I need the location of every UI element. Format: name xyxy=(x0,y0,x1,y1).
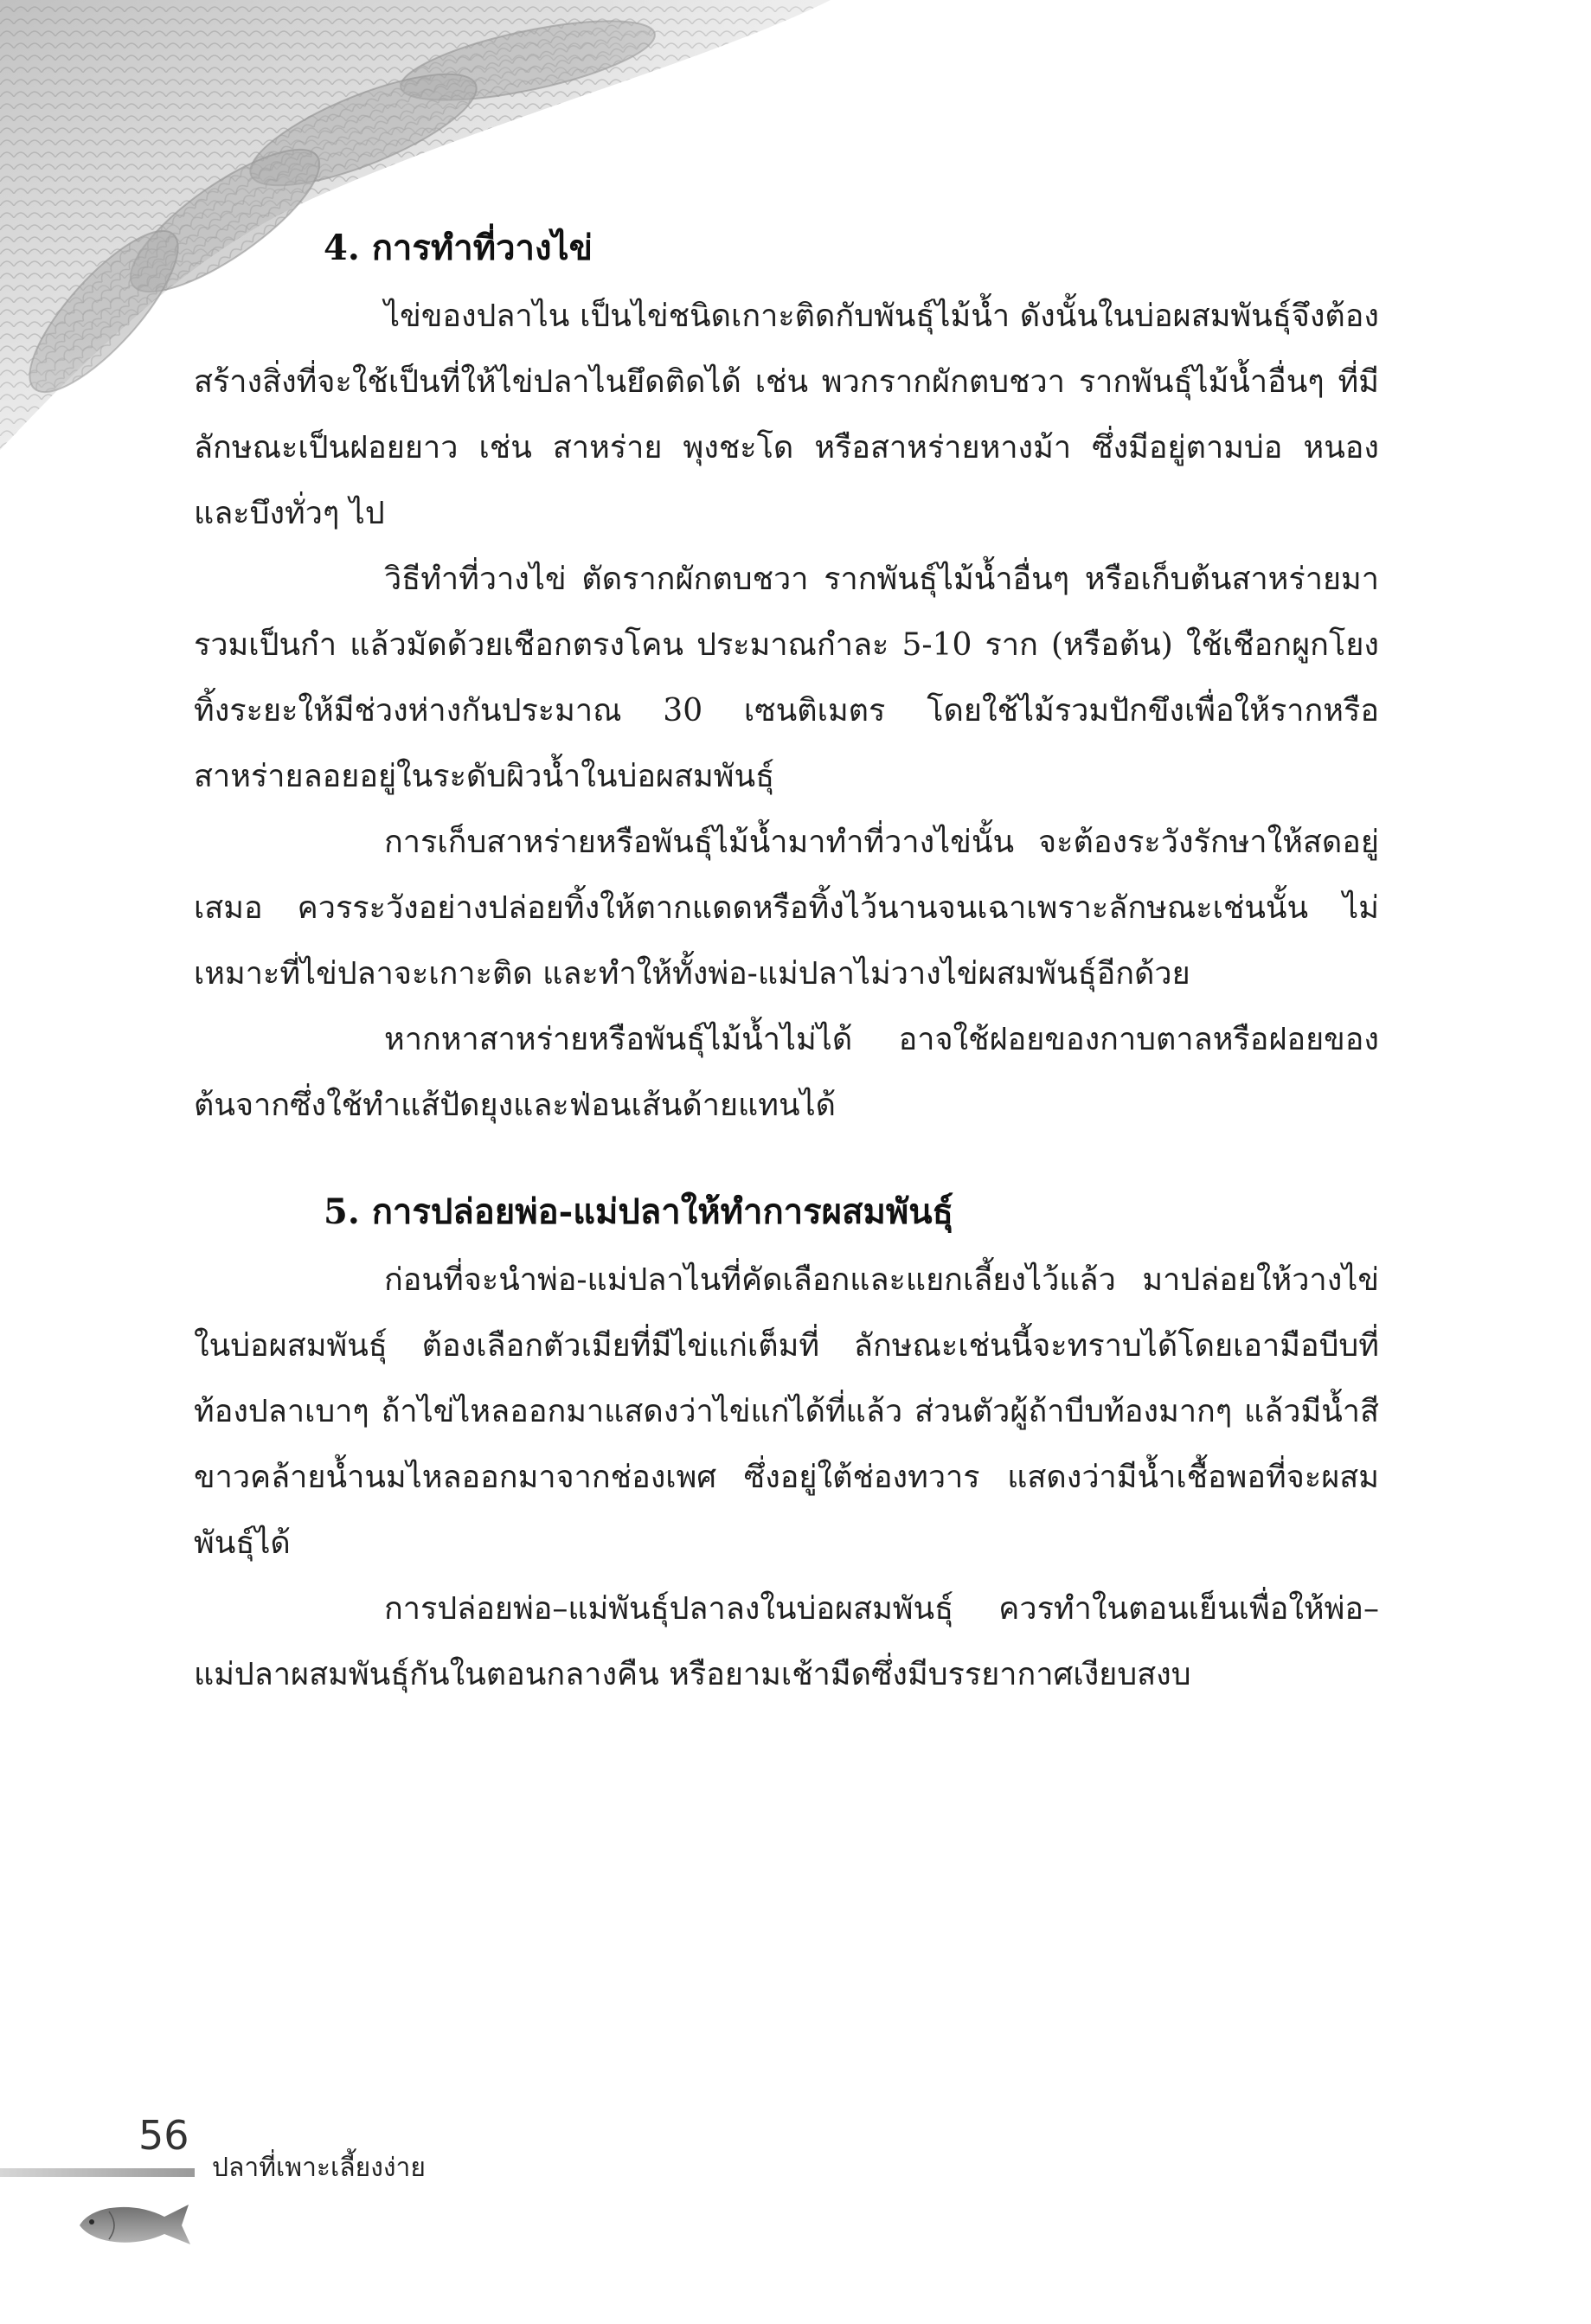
paragraph: หากหาสาหร่ายหรือพันธุ์ไม้น้ำไม่ได้ อาจใช้ฝอยของกาบตาลหรือฝอยของต้นจากซึ่งใช้ทำแส้ปัดยุงและฟ่อนเส้นด้ายแทนได้ xyxy=(194,1022,1379,1123)
section-title: การปล่อยพ่อ-แม่ปลาให้ทำการผสมพันธุ์ xyxy=(371,1191,953,1232)
paragraph: การเก็บสาหร่ายหรือพันธุ์ไม้น้ำมาทำที่วางไข่นั้น จะต้องระวังรักษาให้สดอยู่เสมอ ควรระวังอย่างปล่อยทิ้งให้ตากแดดหรือทิ้งไว้นานจนเฉาเพราะลักษณะเช่นนั้น ไม่เหมาะที่ไข่ปลาจะเกาะติด และทำให้ทั้งพ่อ-แม่ปลาไม่วางไข่ผสมพันธุ์อีกด้วย xyxy=(194,825,1379,992)
section-release-breeders xyxy=(194,1180,1379,1708)
section-heading xyxy=(194,1180,1379,1244)
book-title: ปลาที่เพาะเลี้ยงง่าย xyxy=(212,2153,426,2183)
section-number: 4. xyxy=(324,228,360,268)
footer-rule xyxy=(0,2168,195,2177)
document-body xyxy=(194,216,1379,1708)
paragraph: ไข่ของปลาไน เป็นไข่ชนิดเกาะติดกับพันธุ์ไม้น้ำ ดังนั้นในบ่อผสมพันธุ์จึงต้องสร้างสิ่งที่จะใช้เป็นที่ให้ไข่ปลาไนยึดติดได้ เช่น พวกรากผักตบชวา รากพันธุ์ไม้น้ำอื่นๆ ที่มีลักษณะเป็นฝอยยาว เช่น สาหร่าย พุงชะโด หรือสาหร่ายหางม้า ซึ่งมีอยู่ตามบ่อ หนอง และบึงทั่วๆ ไป xyxy=(194,299,1379,531)
section-heading xyxy=(194,216,1379,280)
page-number: 56 xyxy=(138,2112,189,2159)
fish-icon xyxy=(74,2198,196,2250)
paragraph: ก่อนที่จะนำพ่อ-แม่ปลาไนที่คัดเลือกและแยกเลี้ยงไว้แล้ว มาปล่อยให้วางไข่ในบ่อผสมพันธุ์ ต้องเลือกตัวเมียที่มีไข่แก่เต็มที่ ลักษณะเช่นนี้จะทราบได้โดยเอามือบีบที่ท้องปลาเบาๆ ถ้าไข่ไหลออกมาแสดงว่าไข่แก่ได้ที่แล้ว ส่วนตัวผู้ถ้าบีบท้องมากๆ แล้วมีน้ำสีขาวคล้ายน้ำนมไหลออกมาจากช่องเพศ ซึ่งอยู่ใต้ช่องทวาร แสดงว่ามีน้ำเชื้อพอที่จะผสมพันธุ์ได้ xyxy=(194,1262,1379,1561)
paragraph: วิธีทำที่วางไข่ ตัดรากผักตบชวา รากพันธุ์ไม้น้ำอื่นๆ หรือเก็บต้นสาหร่ายมารวมเป็นกำ แล้วมัดด้วยเชือกตรงโคน ประมาณกำละ 5-10 ราก (หรือต้น) ใช้เชือกผูกโยงทิ้งระยะให้มีช่วงห่างกันประมาณ 30 เซนติเมตร โดยใช้ไม้รวมปักขึงเพื่อให้รากหรือสาหร่ายลอยอยู่ในระดับผิวน้ำในบ่อผสมพันธุ์ xyxy=(194,562,1379,794)
section-number: 5. xyxy=(324,1191,360,1232)
section-egg-nest xyxy=(194,216,1379,1139)
paragraph: การปล่อยพ่อ–แม่พันธุ์ปลาลงในบ่อผสมพันธุ์ ควรทำในตอนเย็นเพื่อให้พ่อ–แม่ปลาผสมพันธุ์กันในตอนกลางคืน หรือยามเช้ามืดซึ่งมีบรรยากาศเงียบสงบ xyxy=(194,1591,1379,1692)
section-title: การทำที่วางไข่ xyxy=(371,228,593,268)
page-footer xyxy=(0,2111,484,2284)
